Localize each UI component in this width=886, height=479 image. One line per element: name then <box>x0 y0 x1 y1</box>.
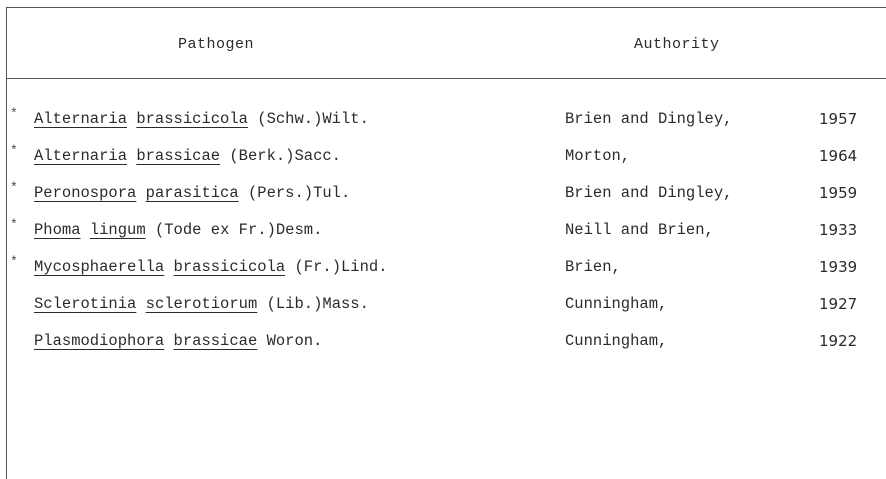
species: sclerotiorum <box>145 295 258 313</box>
asterisk-marker: * <box>10 106 18 121</box>
table-row <box>7 217 886 245</box>
species: parasitica <box>145 184 239 202</box>
table-row <box>7 143 886 171</box>
asterisk-marker: * <box>10 217 18 232</box>
authority-year: 1957 <box>819 110 858 128</box>
author-citation: (Tode ex Fr.)Desm. <box>154 221 323 239</box>
authority-name: Brien, <box>565 258 621 276</box>
genus: Sclerotinia <box>34 295 137 313</box>
table-frame <box>6 7 886 479</box>
table-row <box>7 295 886 319</box>
authority-year: 1959 <box>819 184 858 202</box>
genus: Plasmodiophora <box>34 332 165 350</box>
species: brassicicola <box>136 110 248 128</box>
header-authority: Authority <box>634 36 720 53</box>
genus: Alternaria <box>34 147 128 165</box>
pathogen-name <box>34 295 369 313</box>
author-citation: (Schw.)Wilt. <box>257 110 369 128</box>
species: brassicae <box>173 332 258 350</box>
authority-year: 1939 <box>819 258 858 276</box>
pathogen-name <box>34 110 369 128</box>
asterisk-marker: * <box>10 254 18 269</box>
genus: Phoma <box>34 221 81 239</box>
pathogen-name <box>34 147 341 165</box>
genus: Mycosphaerella <box>34 258 165 276</box>
header-divider <box>7 78 886 79</box>
header-pathogen: Pathogen <box>178 36 255 53</box>
table-row <box>7 254 886 282</box>
species: lingum <box>89 221 146 239</box>
authority-name: Neill and Brien, <box>565 221 714 239</box>
author-citation: (Pers.)Tul. <box>247 184 351 202</box>
authority-year: 1922 <box>819 332 858 350</box>
species: brassicicola <box>173 258 286 276</box>
authority-name: Cunningham, <box>565 295 668 313</box>
table-row <box>7 106 886 134</box>
pathogen-name <box>34 258 388 276</box>
genus: Peronospora <box>34 184 137 202</box>
authority-name: Brien and Dingley, <box>565 110 733 128</box>
pathogen-name <box>34 332 322 350</box>
pathogen-name <box>34 221 322 239</box>
authority-name: Cunningham, <box>565 332 668 350</box>
author-citation: (Fr.)Lind. <box>294 258 388 276</box>
table-row <box>7 180 886 208</box>
authority-year: 1927 <box>819 295 858 313</box>
pathogen-name <box>34 184 350 202</box>
author-citation: Woron. <box>266 332 323 350</box>
asterisk-marker: * <box>10 180 18 195</box>
authority-name: Brien and Dingley, <box>565 184 733 202</box>
authority-year: 1964 <box>819 147 858 165</box>
authority-name: Morton, <box>565 147 631 165</box>
author-citation: (Lib.)Mass. <box>266 295 369 313</box>
table-row <box>7 332 886 356</box>
asterisk-marker: * <box>10 143 18 158</box>
author-citation: (Berk.)Sacc. <box>229 147 341 165</box>
species: brassicae <box>136 147 221 165</box>
authority-year: 1933 <box>819 221 858 239</box>
genus: Alternaria <box>34 110 128 128</box>
